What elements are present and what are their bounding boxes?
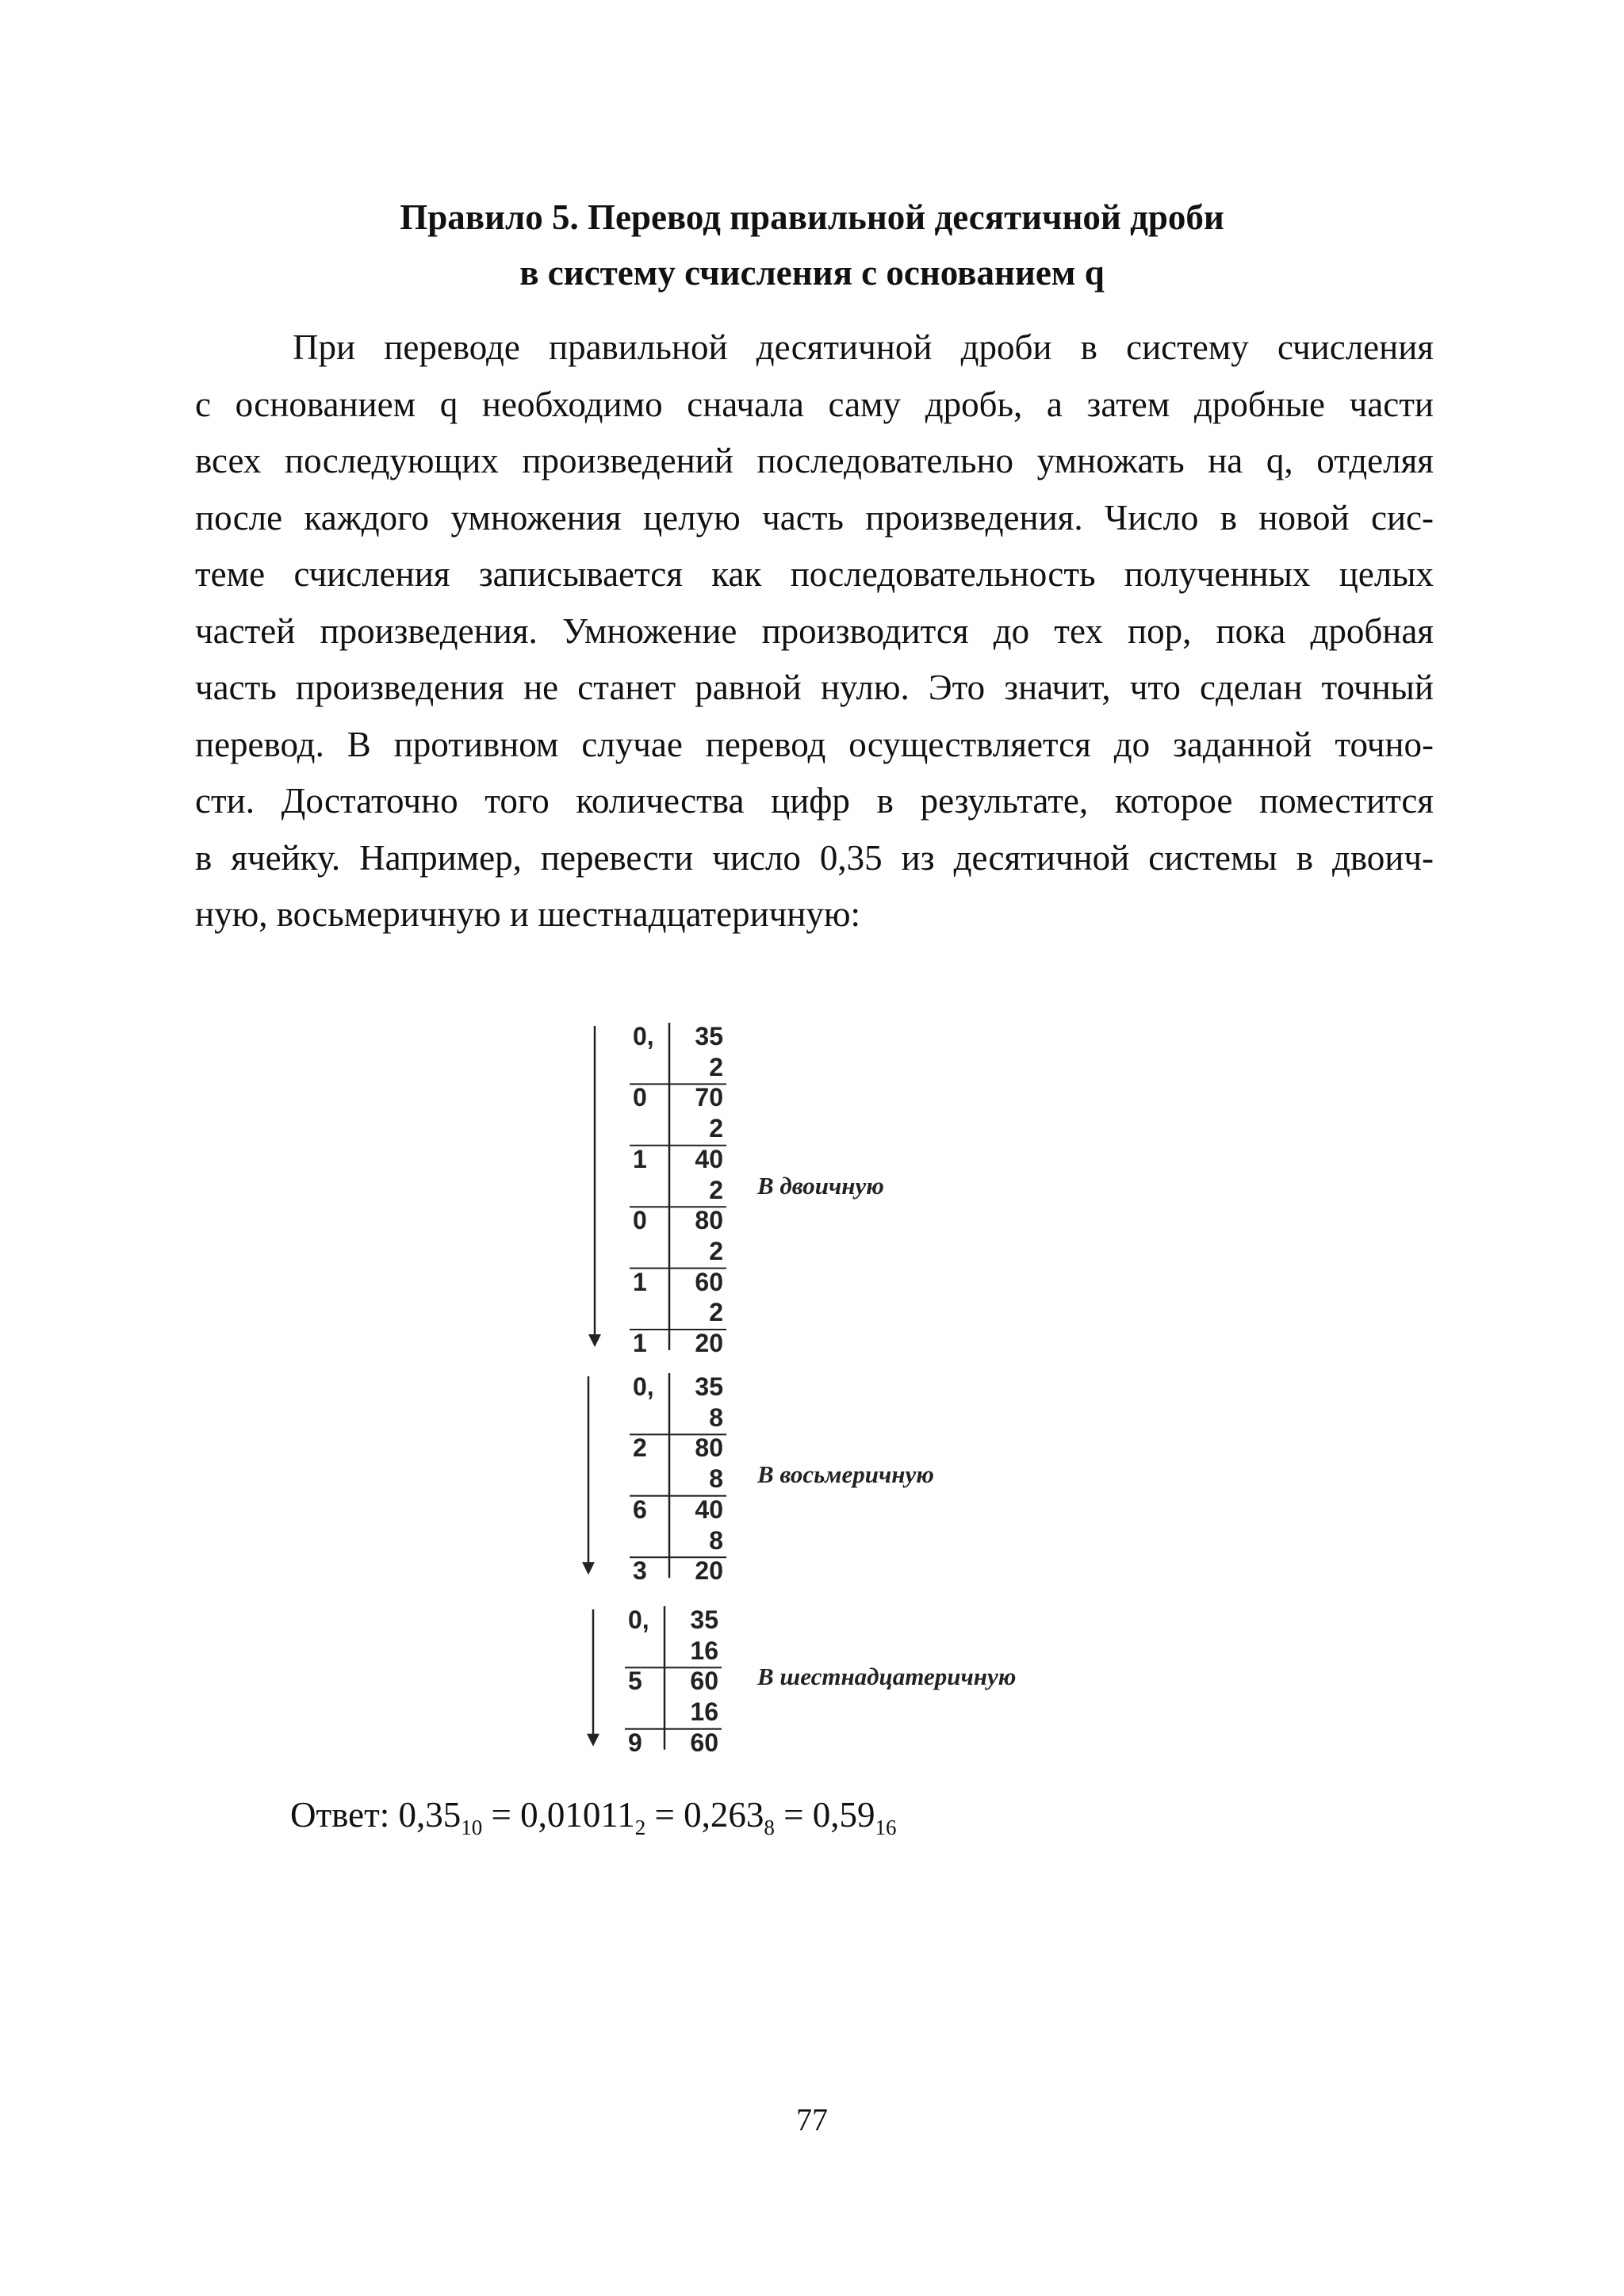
table-fraction-cell: 16 bbox=[690, 1697, 718, 1727]
section-title-line-1: Правило 5. Перевод правильной десятичной дроби bbox=[400, 197, 1224, 237]
table-integer-cell: 1 bbox=[633, 1144, 647, 1173]
paragraph-line: При переводе правильной десятичной дроби в систему счисления bbox=[293, 327, 1434, 367]
paragraph-line: частей произведения. Умножение производится до тех пор, пока дробная bbox=[195, 610, 1434, 651]
table-fraction-cell: 2 bbox=[709, 1236, 723, 1265]
table-fraction-cell: 2 bbox=[709, 1175, 723, 1204]
paragraph-line: с основанием q необходимо сначала саму дробь, а затем дробные части bbox=[195, 384, 1434, 424]
table-fraction-cell: 60 bbox=[695, 1267, 723, 1296]
table-fraction-cell: 40 bbox=[695, 1494, 723, 1524]
table-fraction-cell: 80 bbox=[695, 1206, 723, 1235]
table-fraction-cell: 2 bbox=[709, 1114, 723, 1143]
answer-base-2: 2 bbox=[634, 1816, 646, 1839]
table-fraction-cell: 2 bbox=[709, 1298, 723, 1327]
table-fraction-cell: 70 bbox=[695, 1083, 723, 1112]
section-title-line-2: в систему счисления с основанием q bbox=[519, 253, 1105, 293]
table-integer-cell: 9 bbox=[628, 1728, 642, 1757]
table-fraction-cell: 80 bbox=[695, 1433, 723, 1463]
table-fraction-cell: 20 bbox=[695, 1329, 723, 1357]
answer-base-8: 8 bbox=[764, 1816, 775, 1839]
paragraph-line: после каждого умножения целую часть произведения. Число в новой сис- bbox=[195, 497, 1434, 538]
table-integer-cell: 1 bbox=[633, 1267, 647, 1296]
table-integer-cell: 5 bbox=[628, 1667, 642, 1696]
arrow-head-icon bbox=[587, 1734, 599, 1747]
table-integer-cell: 0, bbox=[628, 1605, 649, 1634]
paragraph-line: перевод. В противном случае перевод осуществляется до заданной точно- bbox=[195, 724, 1434, 764]
table-fraction-cell: 16 bbox=[690, 1636, 718, 1665]
answer-prefix: Ответ: 0,35 bbox=[290, 1795, 462, 1835]
table-fraction-cell: 35 bbox=[690, 1605, 718, 1634]
table-fraction-cell: 20 bbox=[695, 1556, 723, 1586]
table-integer-cell: 1 bbox=[633, 1329, 647, 1357]
table-integer-cell: 2 bbox=[633, 1433, 647, 1463]
table-fraction-cell: 2 bbox=[709, 1052, 723, 1081]
paragraph-line: часть произведения не станет равной нулю. Это значит, что сделан точный bbox=[195, 668, 1434, 707]
answer-line bbox=[290, 1791, 897, 1839]
table-fraction-cell: 60 bbox=[690, 1728, 718, 1757]
table-integer-cell: 3 bbox=[633, 1556, 647, 1586]
paragraph-line: в ячейку. Например, перевести число 0,35 из десятичной системы в двоич- bbox=[195, 837, 1434, 878]
table-integer-cell: 0 bbox=[633, 1206, 647, 1235]
answer-binary: = 0,01011 bbox=[482, 1795, 635, 1835]
table-fraction-cell: 35 bbox=[695, 1022, 723, 1050]
table-label: В двоичную bbox=[757, 1171, 884, 1200]
arrow-head-icon bbox=[588, 1334, 601, 1347]
table-integer-cell: 6 bbox=[633, 1494, 647, 1524]
answer-hex: = 0,59 bbox=[774, 1795, 875, 1835]
table-integer-cell: 0, bbox=[633, 1022, 654, 1050]
table-integer-cell: 0, bbox=[633, 1372, 654, 1401]
table-fraction-cell: 8 bbox=[709, 1464, 723, 1494]
table-fraction-cell: 8 bbox=[709, 1402, 723, 1432]
page-number: 77 bbox=[796, 2102, 828, 2137]
table-fraction-cell: 8 bbox=[709, 1525, 723, 1555]
answer-base-10: 10 bbox=[461, 1816, 483, 1839]
answer-base-16: 16 bbox=[875, 1816, 897, 1839]
paragraph-line: ную, восьмеричную и шестнадцатеричную: bbox=[195, 894, 860, 934]
answer-octal: = 0,263 bbox=[645, 1795, 764, 1835]
paragraph-line: сти. Достаточно того количества цифр в результате, которое поместится bbox=[195, 781, 1434, 821]
table-fraction-cell: 40 bbox=[695, 1144, 723, 1173]
table-label: В восьмеричную bbox=[757, 1460, 934, 1489]
paragraph-line: теме счисления записывается как последовательность полученных целых bbox=[195, 554, 1434, 594]
table-integer-cell: 0 bbox=[633, 1083, 647, 1112]
arrow-head-icon bbox=[582, 1562, 595, 1575]
table-fraction-cell: 60 bbox=[690, 1667, 718, 1696]
table-fraction-cell: 35 bbox=[695, 1372, 723, 1401]
paragraph-line: всех последующих произведений последовательно умножать на q, отделяя bbox=[195, 441, 1434, 480]
table-label: В шестнадцатеричную bbox=[757, 1663, 1017, 1691]
